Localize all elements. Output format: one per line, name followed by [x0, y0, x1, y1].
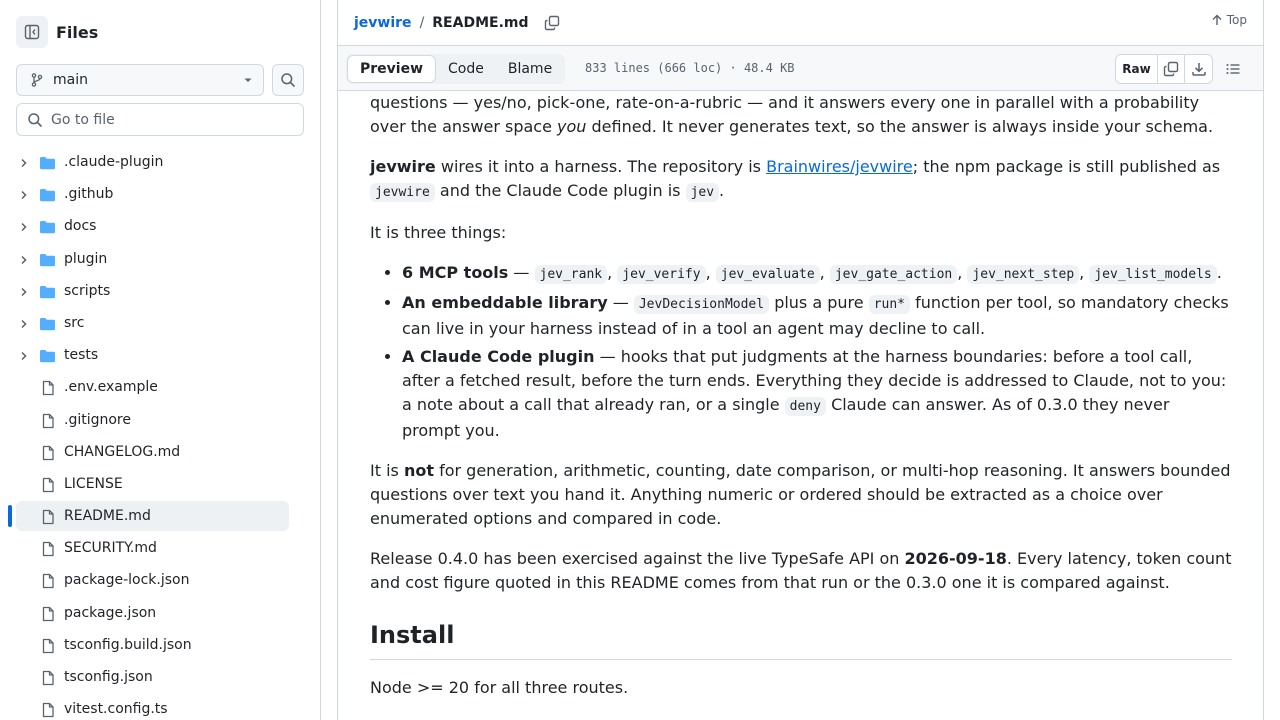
folder-icon — [39, 219, 56, 235]
readme-feature-list — [370, 261, 1232, 443]
inline-code: jev_verify — [617, 265, 705, 284]
tree-item-label: SECURITY.md — [64, 540, 157, 557]
tree-file-item[interactable] — [0, 662, 320, 694]
tree-item-label: .gitignore — [64, 411, 131, 428]
readme-intro-paragraph — [370, 91, 1232, 139]
readme-limitations-paragraph — [370, 459, 1232, 531]
text: questions — yes/no, pick-one, rate-on-a-rubric — and it answers every one in parallel with a probability over the answer space — [370, 93, 1200, 136]
folder-icon — [39, 187, 56, 203]
folder-icon — [39, 348, 56, 364]
file-info: 833 lines (666 loc) · 48.4 KB — [585, 61, 795, 75]
chevron-right-icon[interactable] — [18, 189, 30, 201]
tree-item-label: .env.example — [64, 379, 158, 396]
inline-code: JevDecisionModel — [634, 295, 769, 314]
copy-path-button[interactable] — [541, 12, 563, 34]
file-icon — [39, 509, 56, 525]
file-icon — [39, 413, 56, 429]
bold-text: 6 MCP tools — [402, 263, 509, 282]
folder-icon — [39, 252, 56, 268]
file-tree — [0, 147, 320, 720]
tree-folder-item[interactable] — [0, 244, 320, 276]
copy-icon — [1163, 61, 1179, 77]
tree-folder-item[interactable] — [0, 179, 320, 211]
view-mode-tabs — [346, 54, 565, 84]
tab-blame[interactable]: Blame — [507, 61, 553, 77]
tree-item-label: tests — [64, 347, 99, 364]
folder-icon — [39, 316, 56, 332]
inline-code: run* — [869, 295, 910, 314]
text: ; the npm package is still published as — [912, 157, 1221, 176]
file-icon — [39, 477, 56, 493]
text: Claude can answer. As of 0.3.0 they never prompt you. — [402, 395, 1170, 440]
search-icon — [27, 112, 43, 128]
list-item: • 6 MCP tools — jev_rank , jev_verify , jev_evaluate , jev_gate_action , jev_next_step , jev_list_models . — [402, 261, 1232, 287]
copy-icon — [544, 15, 560, 31]
file-icon — [39, 445, 56, 461]
go-to-file-input[interactable] — [51, 112, 291, 128]
sidebar-collapse-icon — [24, 24, 40, 40]
file-view — [337, 0, 1264, 720]
search-icon — [280, 72, 296, 88]
tree-item-label: src — [64, 314, 85, 331]
inline-code: jev_evaluate — [716, 265, 820, 284]
breadcrumb-file-name: README.md — [432, 14, 529, 31]
file-icon — [39, 638, 56, 654]
chevron-right-icon[interactable] — [18, 350, 30, 362]
tree-item-label: LICENSE — [64, 475, 123, 492]
tree-file-item[interactable] — [0, 437, 320, 469]
tree-file-item[interactable] — [0, 405, 320, 437]
list-unordered-icon — [1225, 61, 1241, 77]
tree-item-label: package-lock.json — [64, 572, 190, 589]
arrow-up-icon — [1211, 14, 1223, 26]
text: defined. It never generates text, so the answer is always inside your schema. — [591, 117, 1214, 136]
inline-code: jev_list_models — [1089, 265, 1216, 284]
download-icon — [1191, 61, 1207, 77]
tree-item-label: .github — [64, 186, 114, 203]
inline-code: jev_gate_action — [830, 265, 957, 284]
tree-item-label: vitest.config.ts — [64, 701, 168, 718]
file-icon — [39, 380, 56, 396]
text: wires it into a harness. The repository is — [440, 157, 762, 176]
tree-folder-item[interactable] — [0, 340, 320, 372]
tab-preview[interactable]: Preview — [347, 55, 436, 83]
text: Release 0.4.0 has been exercised against the live TypeSafe API on — [370, 549, 900, 568]
inline-code: deny — [785, 397, 826, 416]
file-header — [338, 0, 1263, 45]
tree-item-label: plugin — [64, 250, 108, 267]
download-raw-button[interactable] — [1185, 55, 1212, 83]
text: function per tool, so mandatory checks can live in your harness instead of in a tool an agent may decline to call. — [402, 293, 1229, 338]
bold-text: 2026-09-18 — [904, 549, 1007, 568]
inline-code: jevwire — [370, 183, 435, 202]
repository-link[interactable]: Brainwires/jevwire — [766, 157, 913, 176]
inline-code: jev — [686, 183, 719, 202]
caret-down-icon — [243, 75, 253, 85]
install-heading: Install — [370, 619, 1232, 660]
back-to-top-link[interactable] — [1211, 13, 1247, 27]
file-toolbar — [338, 45, 1263, 91]
tree-item-label: docs — [64, 218, 97, 235]
tree-item-label: tsconfig.build.json — [64, 636, 192, 653]
readme-install-paragraph: Node >= 20 for all three routes. — [370, 678, 629, 697]
list-item — [402, 345, 1232, 443]
breadcrumb-separator: / — [419, 14, 425, 31]
tree-folder-item[interactable] — [0, 276, 320, 308]
git-branch-icon — [29, 72, 45, 88]
breadcrumb-repo-link[interactable]: jevwire — [354, 14, 412, 31]
tree-item-label: package.json — [64, 604, 157, 621]
text: — — [612, 293, 629, 312]
tab-code[interactable]: Code — [448, 61, 484, 77]
emphasis-text: you — [557, 117, 587, 136]
selected-indicator — [8, 505, 12, 527]
text: — hooks that put judgments at the harness boundaries: before a tool call, after a fetched result, before the turn ends. Everything they decide is addressed to Claude, not to you: a note about a call that already ran, or a single — [402, 347, 1227, 414]
tree-folder-item[interactable] — [0, 147, 320, 179]
search-code-button[interactable] — [272, 64, 304, 96]
chevron-right-icon[interactable] — [18, 157, 30, 169]
bold-text: A Claude Code plugin — [402, 347, 595, 366]
tree-item-label: README.md — [64, 508, 151, 525]
folder-icon — [39, 155, 56, 171]
sidebar-header — [16, 16, 98, 48]
bold-text: An embeddable library — [402, 293, 608, 312]
inline-code: jev_next_step — [967, 265, 1079, 284]
tree-file-item[interactable] — [0, 372, 320, 404]
raw-button[interactable]: Raw — [1116, 55, 1158, 83]
readme-three-things: It is three things: — [370, 223, 507, 242]
tree-file-item[interactable] — [0, 565, 320, 597]
tree-file-item[interactable] — [0, 469, 320, 501]
outline-button[interactable] — [1220, 58, 1246, 80]
branch-selector-button[interactable] — [16, 64, 264, 96]
text: . Every latency, token count and cost figure quoted in this README comes from that run or the 0.3.0 one it is compared against. — [370, 549, 1232, 592]
file-actions-group — [1115, 54, 1213, 84]
file-icon — [39, 541, 56, 557]
go-to-file-box — [16, 103, 304, 136]
chevron-right-icon[interactable] — [18, 286, 30, 298]
text: . — [719, 181, 725, 200]
tree-file-item[interactable] — [0, 533, 320, 565]
file-icon — [39, 606, 56, 622]
file-icon — [39, 573, 56, 589]
readme-content — [370, 91, 1232, 716]
text: for generation, arithmetic, counting, date comparison, or multi-hop reasoning. It answers bounded questions over text you hand it. Anything numeric or ordered should be extracted as a choice over enumerated options and compared in code. — [370, 461, 1231, 528]
tree-item-label: tsconfig.json — [64, 669, 153, 685]
tree-file-item[interactable] — [0, 694, 320, 720]
file-tree-sidebar — [0, 0, 321, 720]
file-icon — [39, 670, 56, 686]
text: and the Claude Code plugin is — [439, 181, 681, 200]
file-icon — [39, 702, 56, 718]
bold-text: jevwire — [370, 157, 436, 176]
tree-item-label: CHANGELOG.md — [64, 443, 181, 460]
tree-folder-item[interactable] — [0, 211, 320, 243]
branch-name: main — [53, 72, 88, 88]
chevron-right-icon[interactable] — [18, 221, 30, 233]
tree-file-item[interactable] — [0, 598, 320, 630]
bold-text: not — [403, 461, 434, 480]
tree-item-label: .claude-plugin — [64, 154, 164, 170]
text: It is — [370, 461, 399, 480]
tree-file-item[interactable] — [0, 501, 320, 533]
text: — — [513, 263, 530, 282]
sidebar-title: Files — [56, 22, 99, 42]
chevron-right-icon[interactable] — [18, 318, 30, 330]
copy-raw-button[interactable] — [1158, 55, 1185, 83]
tree-file-item[interactable] — [0, 630, 320, 662]
folder-icon — [39, 284, 56, 300]
top-label: Top — [1226, 13, 1247, 27]
tree-item-label: scripts — [64, 282, 111, 299]
readme-repo-paragraph — [370, 155, 1232, 205]
selected-row-background — [16, 501, 289, 531]
chevron-right-icon[interactable] — [18, 254, 30, 266]
text: plus a pure — [774, 293, 864, 312]
inline-code: jev_rank — [535, 265, 608, 284]
list-item — [402, 291, 1232, 341]
readme-release-paragraph — [370, 547, 1232, 595]
tree-folder-item[interactable] — [0, 308, 320, 340]
collapse-sidebar-button[interactable] — [16, 16, 48, 48]
